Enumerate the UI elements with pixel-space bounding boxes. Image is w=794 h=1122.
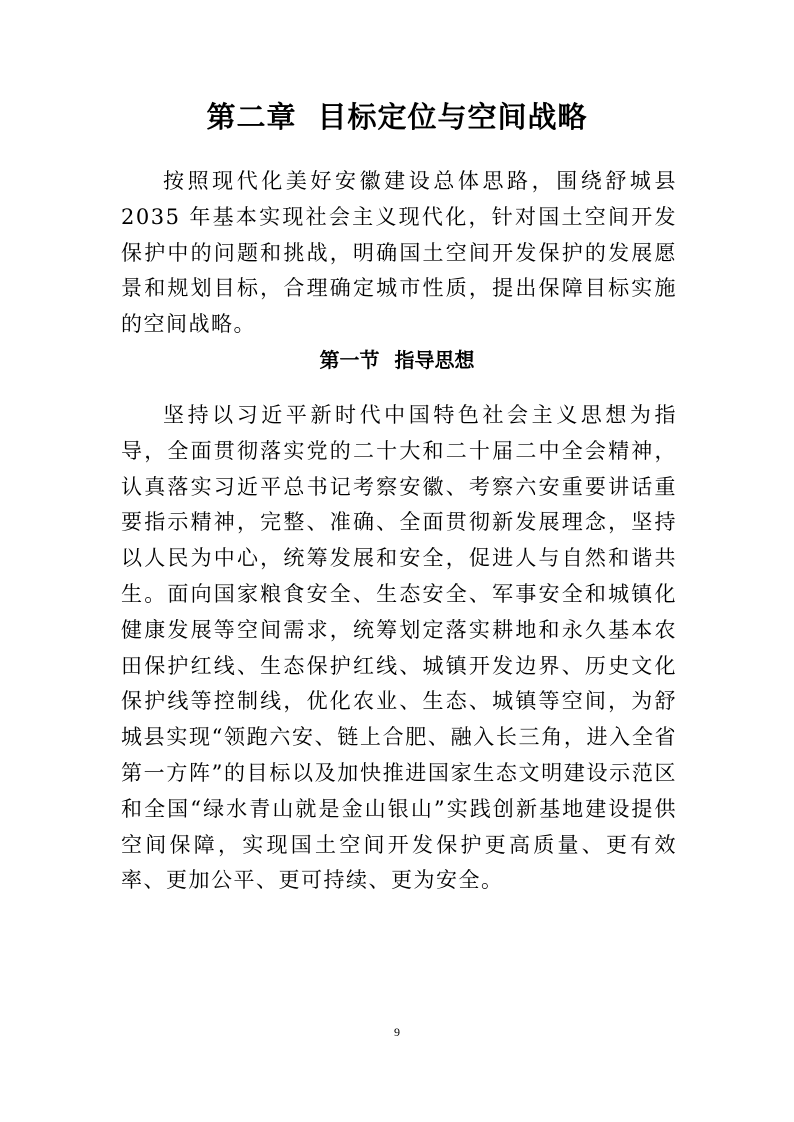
page-number: 9 [394,1025,400,1039]
chapter-title: 第二章 目标定位与空间战略 [206,100,588,134]
section-title: 第一节 指导思想 [319,348,475,372]
chapter-intro-paragraph: 按照现代化美好安徽建设总体思路，围绕舒城县 2035 年基本实现社会主义现代化，针对国土空间开发保护中的问题和挑战，明确国土空间开发保护的发展愿景和规划目标，合理确定城市性质，提出保障目标实施的空间战略。 [121,169,677,337]
section-body-paragraph: 坚持以习近平新时代中国特色社会主义思想为指导，全面贯彻落实党的二十大和二十届二中全会精神，认真落实习近平总书记考察安徽、考察六安重要讲话重要指示精神，完整、准确、全面贯彻新发展理念，坚持以人民为中心，统筹发展和安全，促进人与自然和谐共生。面向国家粮食安全、生态安全、军事安全和城镇化健康发展等空间需求，统筹划定落实耕地和永久基本农田保护红线、生态保护红线、城镇开发边界、历史文化保护线等控制线，优化农业、生态、城镇等空间，为舒城县实现“领跑六安、链上合肥、融入长三角，进入全省第一方阵”的目标以及加快推进国家生态文明建设示范区和全国“绿水青山就是金山银山”实践创新基地建设提供空间保障，实现国土空间开发保护更高质量、更有效率、更加公平、更可持续、更为安全。 [121,403,677,893]
